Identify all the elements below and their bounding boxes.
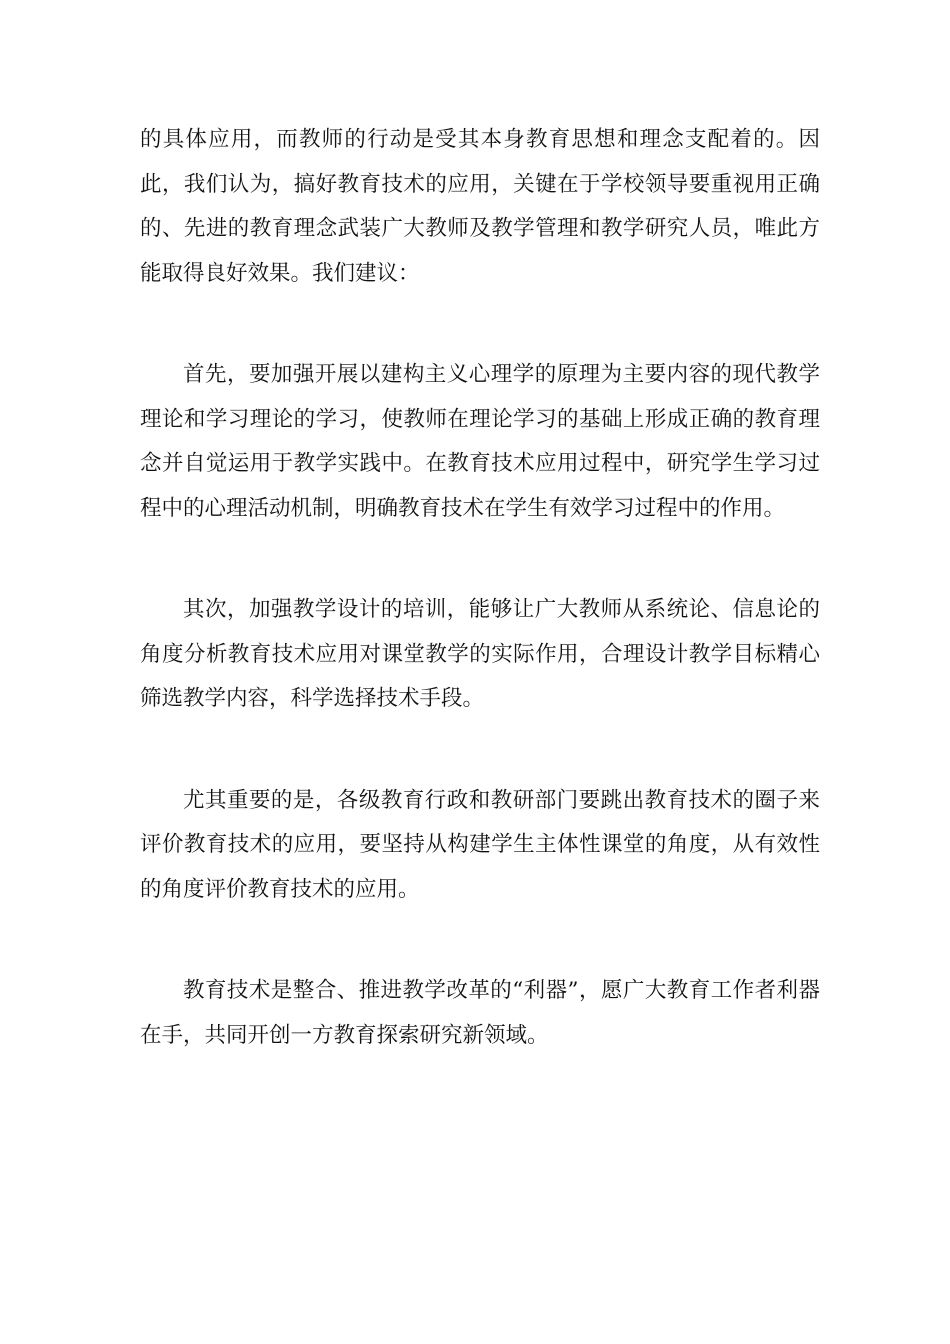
paragraph-2: 首先，要加强开展以建构主义心理学的原理为主要内容的现代教学理论和学习理论的学习，使教师在理论学习的基础上形成正确的教育理念并自觉运用于教学实践中。在教育技术应用过程中，研究学生学习过程中的心理活动机制，明确教育技术在学生有效学习过程中的作用。 [140,362,820,521]
document-body [140,118,820,1115]
paragraph-4: 尤其重要的是，各级教育行政和教研部门要跳出教育技术的圈子来评价教育技术的应用，要坚持从构建学生主体性课堂的角度，从有效性的角度评价教育技术的应用。 [140,787,820,902]
paragraph-3: 其次，加强教学设计的培训，能够让广大教师从系统论、信息论的角度分析教育技术应用对课堂教学的实际作用，合理设计教学目标精心筛选教学内容，科学选择技术手段。 [140,597,820,711]
paragraph-5: 教育技术是整合、推进教学改革的“利器”，愿广大教育工作者利器在手，共同开创一方教育探索研究新领域。 [140,978,820,1048]
paragraph-1: 的具体应用，而教师的行动是受其本身教育思想和理念支配着的。因此，我们认为，搞好教育技术的应用，关键在于学校领导要重视用正确的、先进的教育理念武装广大教师及教学管理和教学研究人员，唯此方能取得良好效果。我们建议： [140,127,820,286]
